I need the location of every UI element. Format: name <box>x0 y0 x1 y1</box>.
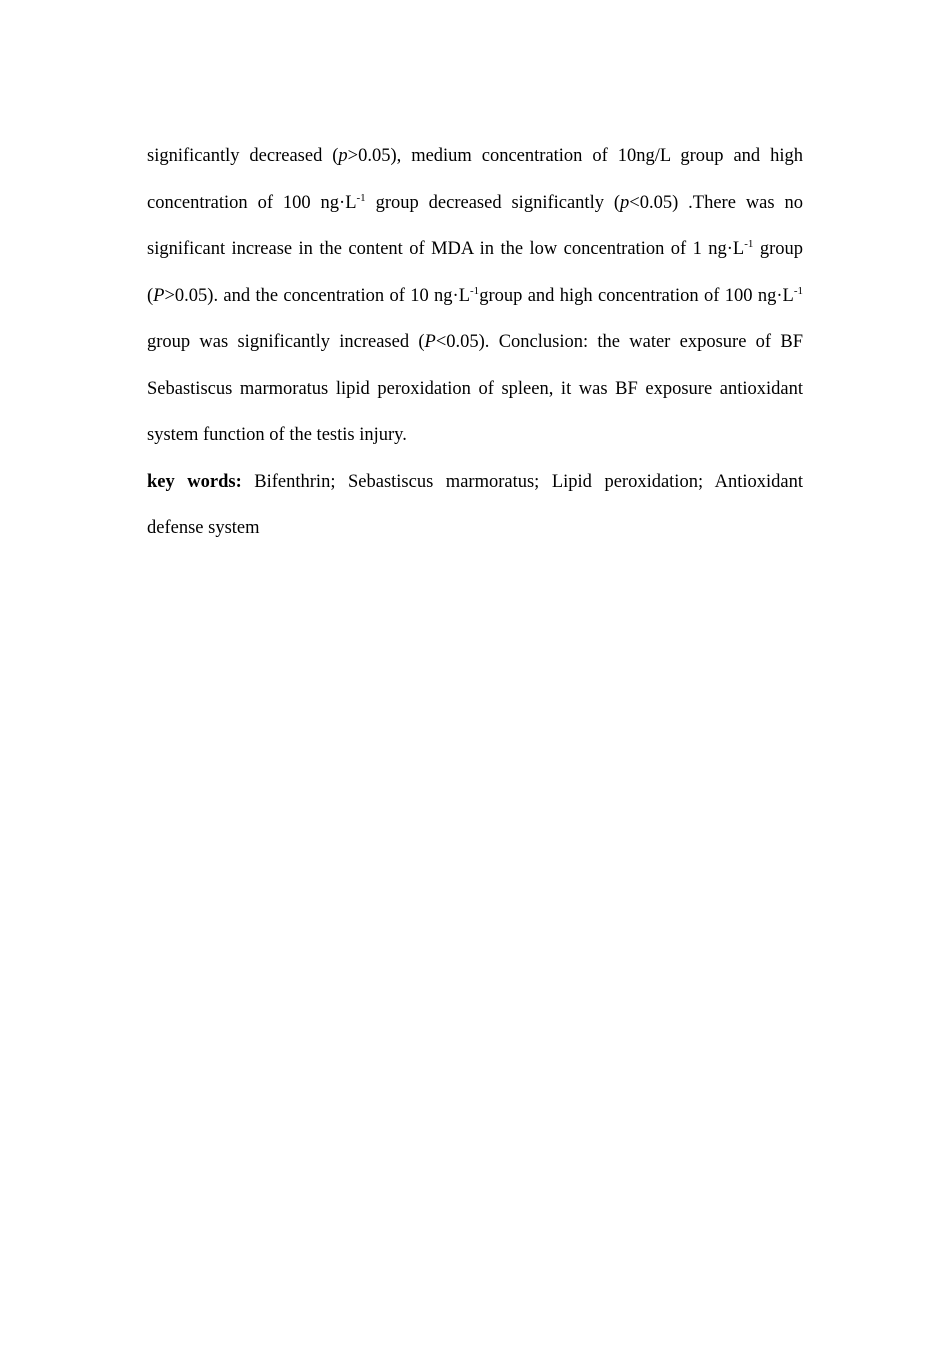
abstract-text: >0.05), medium concentration of 10ng/L group and high concentration of 100 ng·L <box>147 146 803 213</box>
abstract-text: >0.05). and the concentration of 10 ng·L <box>164 285 471 306</box>
abstract-text: group decreased significantly ( <box>365 192 621 213</box>
p-symbol: P <box>153 285 165 306</box>
body-text <box>147 133 803 552</box>
keywords-paragraph <box>147 459 803 552</box>
p-symbol: P <box>424 332 436 352</box>
keywords-label: key words: <box>147 471 242 492</box>
superscript: -1 <box>356 191 366 204</box>
p-symbol: p <box>338 146 348 166</box>
abstract-text: group was significantly increased ( <box>147 332 425 352</box>
keywords-text: Bifenthrin; Sebastiscus marmoratus; Lipid peroxidation; Antioxidant defense system <box>147 471 803 538</box>
abstract-text: significantly decreased ( <box>147 146 339 166</box>
superscript: -1 <box>793 284 803 297</box>
superscript: -1 <box>744 238 754 250</box>
abstract-text: group ( <box>147 239 803 306</box>
abstract-paragraph <box>147 133 803 459</box>
abstract-text: <0.05) .There was no significant increase in the content of MDA in the low concentration of 1 ng·L <box>147 192 803 259</box>
abstract-text: <0.05). Conclusion: the water exposure of BF Sebastiscus marmoratus lipid peroxidation of spleen, it was BF exposure antioxidant system function of the testis injury. <box>147 332 803 445</box>
superscript: -1 <box>470 284 480 297</box>
p-symbol: p <box>620 192 630 213</box>
abstract-text: group and high concentration of 100 ng·L <box>479 285 794 306</box>
